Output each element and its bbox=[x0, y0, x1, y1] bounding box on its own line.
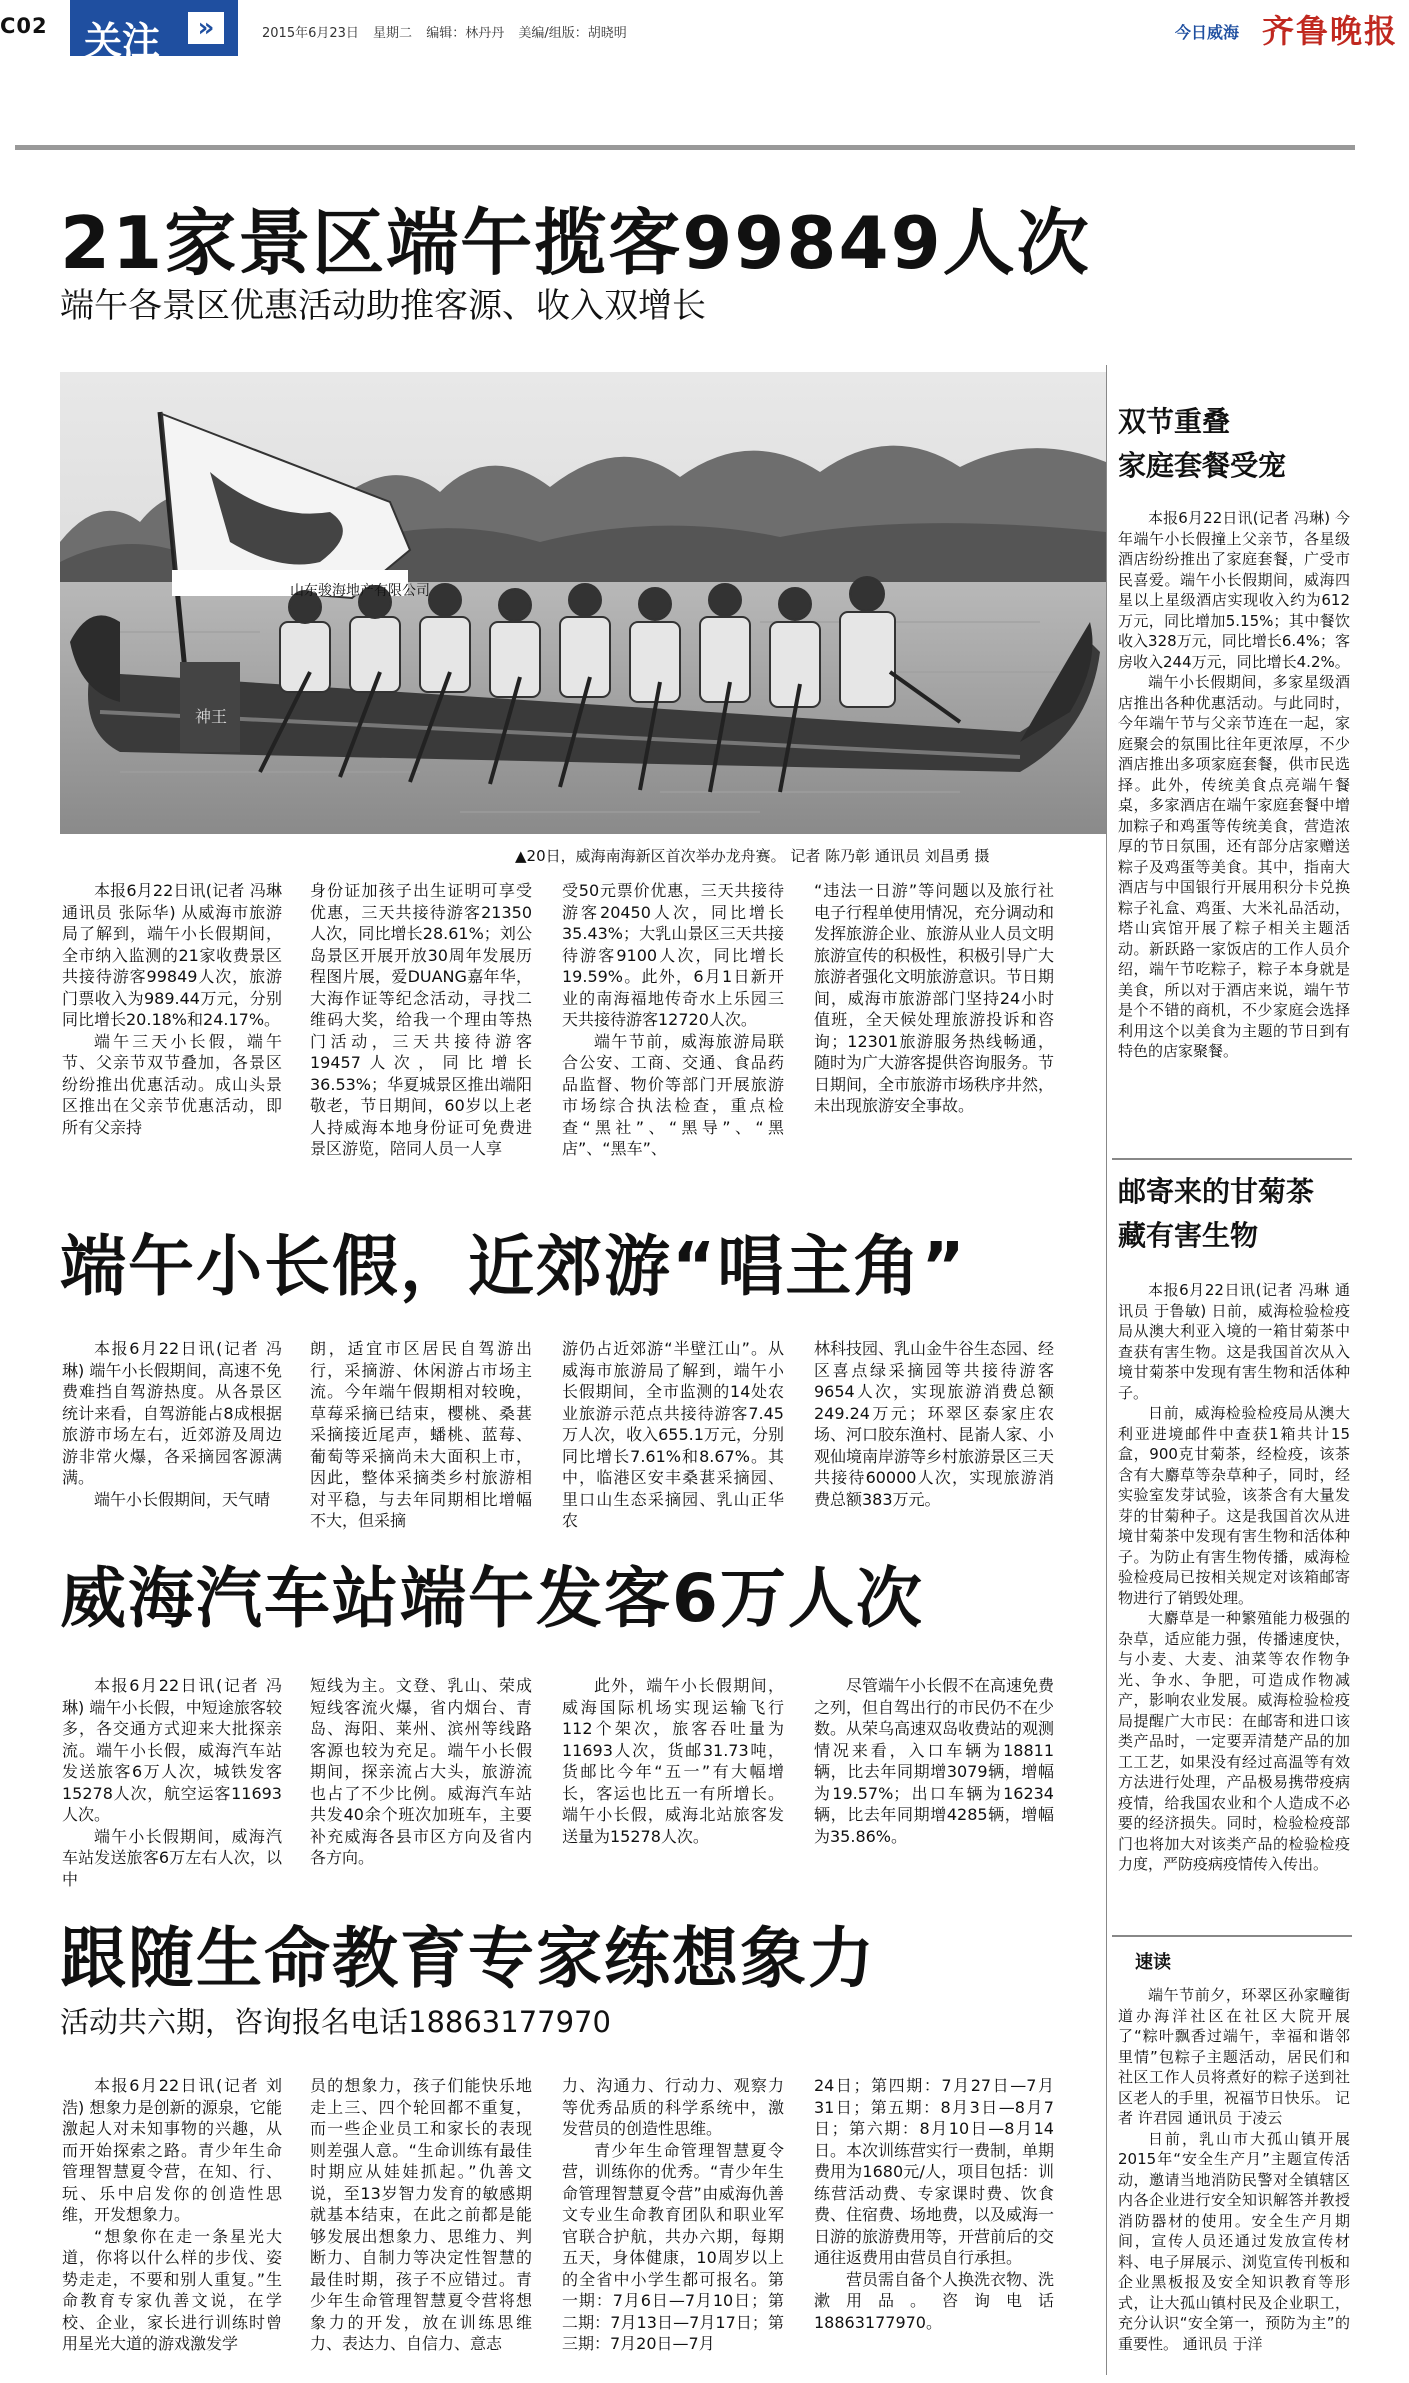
side1-headline-line2: 家庭套餐受宠 bbox=[1118, 449, 1287, 482]
story4-headline: 跟随生命教育专家练想象力 bbox=[60, 1920, 876, 1997]
story1-col2-p1: 身份证加孩子出生证明可享受优惠，三天共接待游客21350人次，同比增长28.61%；刘公岛景区开展开放30周年发展历程图片展，爱DUANG嘉年华，大海作证等纪念活动，寻找二维码大奖，给我一个理由等热门活动，三天共接待游客19457人次，同比增长36.53%；华夏城景区推出端阳敬老，节日期间，60岁以上老人持威海本地身份证可免费进景区游览，陪同人员一人享 bbox=[310, 881, 532, 1158]
story4-col1-p2: “想象你在走一条星光大道，你将以什么样的步伐、姿势走走，不要和别人重复。”生命教育专家仇善文说，在学校、企业，家长进行训练时曾用星光大道的游戏激发学 bbox=[62, 2226, 282, 2353]
side2-body bbox=[1118, 1280, 1350, 1900]
side-separator-2 bbox=[1112, 1935, 1352, 1937]
story3-col4 bbox=[814, 1675, 1054, 1865]
story2-col3-p1: 游仍占近郊游“半壁江山”。从威海市旅游局了解到，端午小长假期间，全市监测的14处农业旅游示范点共接待游客7.45万人次，收入655.1万元，分别同比增长7.61%和8.67%。其中，临港区安丰桑葚采摘园、里口山生态采摘园、乳山正华农 bbox=[562, 1339, 784, 1530]
story4-col4-p1: 24日；第四期：7月27日—7月31日；第五期：8月3日—8月7日；第六期：8月10日—8月14日。本次训练营实行一费制，单期费用为1680元/人，项目包括：训练营活动费、专家课时费、饮食费、住宿费、场地费，以及威海一日游的旅游费用等，开营前后的交通往返费用由营员自行承担。 bbox=[814, 2076, 1055, 2267]
header-weekday: 星期二 bbox=[373, 26, 413, 41]
side2-headline-line1: 邮寄来的甘菊茶 bbox=[1118, 1175, 1315, 1208]
story1-col4 bbox=[814, 880, 1054, 1120]
header-editor: 编辑：林丹丹 bbox=[426, 26, 505, 41]
story1-col1-p2: 端午三天小长假，端午节、父亲节双节叠加，各景区纷纷推出优惠活动。成山头景区推出在父亲节优惠活动，即所有父亲持 bbox=[62, 1031, 282, 1137]
boat-hull-text: 神王 bbox=[195, 707, 228, 726]
side1-p1: 本报6月22日讯(记者 冯琳) 今年端午小长假撞上父亲节，各星级酒店纷纷推出了家庭套餐，广受市民喜爱。端午小长假期间，威海四星以上星级酒店实现收入约为612万元，同比增加5.15%；其中餐饮收入328万元，同比增长6.4%；客房收入244万元，同比增长4.2%。 bbox=[1118, 509, 1350, 671]
page-number: C02 bbox=[0, 14, 48, 38]
sidebar-divider bbox=[1106, 365, 1107, 2375]
side2-p1: 本报6月22日讯(记者 冯琳 通讯员 于鲁敏) 日前，威海检验检疫局从澳大利亚入境的一箱甘菊茶中查获有害生物。这是我国首次从入境甘菊茶中发现有害生物和活体种子。 bbox=[1118, 1281, 1350, 1402]
story2-col2-p1: 朗，适宜市区居民自驾游出行，采摘游、休闲游占市场主流。今年端午假期相对较晚，草莓采摘已结束，樱桃、桑葚采摘接近尾声，蟠桃、蓝莓、葡萄等采摘尚未大面积上市，因此，整体采摘类乡村旅游相对平稳，与去年同期相比增幅不大，但采摘 bbox=[310, 1339, 532, 1530]
story2-headline: 端午小长假，近郊游“唱主角” bbox=[60, 1228, 967, 1305]
side1-body bbox=[1118, 508, 1350, 1148]
chevron-right-icon: » bbox=[188, 12, 224, 44]
story4-col4-p2: 营员需自备个人换洗衣物、洗漱用品。咨询电话18863177970。 bbox=[814, 2269, 1055, 2332]
story4-col2 bbox=[310, 2075, 532, 2375]
story3-col2 bbox=[310, 1675, 532, 1865]
story1-col1-p1: 本报6月22日讯(记者 冯琳 通讯员 张际华) 从威海市旅游局了解到，端午小长假期间，全市纳入监测的21家收费景区共接待游客99849人次，旅游门票收入为989.44万元，分别同比增长20.18%和24.17%。 bbox=[62, 881, 282, 1029]
edition-name: 今日威海 bbox=[1175, 23, 1240, 42]
story1-col3-p1: 受50元票价优惠，三天共接待游客20450人次，同比增长35.43%；大乳山景区三天共接待游客9100人次，同比增长19.59%。此外，6月1日新开业的南海福地传奇水上乐园三天共接待游客12720人次。 bbox=[562, 881, 784, 1029]
story1-col3-p2: 端午节前，威海旅游局联合公安、工商、交通、食品药品监督、物价等部门开展旅游市场综合执法检查，重点检查“黑社”、“黑导”、“黑店”、“黑车”、 bbox=[562, 1031, 784, 1158]
story2-col1-p1: 本报6月22日讯(记者 冯琳) 端午小长假期间，高速不免费难挡自驾游热度。从各景区统计来看，自驾游能占8成根据旅游市场左右，近郊游及周边游非常火爆，各采摘园客源满满。 bbox=[62, 1339, 282, 1487]
story4-col3-p2: 青少年生命管理智慧夏令营，训练你的优秀。“青少年生命管理智慧夏令营”由威海仇善文专业生命教育团队和职业军官联合护航，共办六期，每期五天，身体健康，10周岁以上的全省中小学生都可报名。第一期：7月6日—7月10日；第二期：7月13日—7月17日；第三期：7月20日—7月 bbox=[562, 2140, 784, 2353]
header-date: 2015年6月23日 bbox=[262, 26, 359, 41]
header-meta bbox=[262, 22, 627, 41]
header-rule bbox=[15, 145, 1355, 150]
newspaper-logo: 齐鲁晚报 bbox=[1262, 12, 1399, 50]
story1-col2 bbox=[310, 880, 532, 1158]
story3-col1-p2: 端午小长假期间，威海汽车站发送旅客6万左右人次，以中 bbox=[62, 1826, 282, 1889]
quick-read-label: 速读 bbox=[1135, 1952, 1171, 1973]
story3-headline: 威海汽车站端午发客6万人次 bbox=[60, 1560, 924, 1637]
story3-col4-p1: 尽管端午小长假不在高速免费之列，但自驾出行的市民仍不在少数。从荣乌高速双岛收费站的观测情况来看，入口车辆为18811辆，比去年同期增3079辆，增幅为19.57%；出口车辆为16234辆，比去年同期增4285辆，增幅为35.86%。 bbox=[814, 1676, 1055, 1846]
quick-p1: 端午节前夕，环翠区孙家疃街道办海洋社区在社区大院开展了“粽叶飘香过端午，幸福和谐邻里情”包粽子主题活动，居民们和社区工作人员将煮好的粽子送到社区老人的手里，祝福节日快乐。 记者 许君园 通讯员 于凌云 bbox=[1118, 1986, 1350, 2127]
side1-headline bbox=[1118, 400, 1368, 488]
story2-col2 bbox=[310, 1338, 532, 1530]
story3-col3 bbox=[562, 1675, 784, 1865]
story4-col3-p1: 力、沟通力、行动力、观察力等优秀品质的科学系统中，激发营员的创造性思维。 bbox=[562, 2076, 784, 2138]
story1-col3 bbox=[562, 880, 784, 1158]
story1-headline: 21家景区端午揽客99849人次 bbox=[60, 201, 1091, 285]
side-separator-1 bbox=[1112, 1158, 1352, 1160]
story3-col1 bbox=[62, 1675, 282, 1889]
story4-col3 bbox=[562, 2075, 784, 2375]
quick-p2: 日前，乳山市大孤山镇开展2015年“安全生产月”主题宣传活动，邀请当地消防民警对全镇辖区内各企业进行安全知识解答并教授消防器材的使用。安全生产月期间，宣传人员还通过发放宣传材料、电子屏展示、浏览宣传刊板和企业黑板报及安全知识教育等形式，让大孤山镇村民及企业职工，充分认识“安全第一，预防为主”的重要性。 通讯员 于洋 bbox=[1118, 2129, 1350, 2353]
story2-col3 bbox=[562, 1338, 784, 1530]
story4-col1-p1: 本报6月22日讯(记者 刘浩) 想象力是创新的源泉，它能激起人对未知事物的兴趣，从而开始探索之路。青少年生命管理智慧夏令营，在知、行、玩、乐中启发你的创造性思维，开发想象力。 bbox=[62, 2076, 282, 2224]
story2-col4-p1: 林科技园、乳山金牛谷生态园、经区喜点绿采摘园等共接待游客9654人次，实现旅游消费总额249.24万元；环翠区泰家庄农场、河口胶东渔村、昆嵛人家、小观仙境南岸游等乡村旅游景区三天共接待60000人次，实现旅游消费总额383万元。 bbox=[814, 1339, 1055, 1509]
story4-col2-p1: 员的想象力，孩子们能快乐地走上三、四个轮回都不重复，而一些企业员工和家长的表现则差强人意。“生命训练有最佳时期应从娃娃抓起。”仇善文说，至13岁智力发育的敏感期就基本结束，在此之前都是能够发展出想象力、思维力、判断力、自制力等决定性智慧的最佳时期，孩子不应错过。青少年生命管理智慧夏令营将想象力的开发，放在训练思维力、表达力、自信力、意志 bbox=[310, 2076, 532, 2353]
side1-p2: 端午小长假期间，多家星级酒店推出各种优惠活动。与此同时，今年端午节与父亲节连在一起，家庭聚会的氛围比往年更浓厚，不少酒店推出多项家庭套餐，供市民选择。此外，传统美食点亮端午餐桌，多家酒店在端午家庭套餐中增加粽子和鸡蛋等传统美食，营造浓厚的节日氛围，还有部分店家赠送粽子及鸡蛋等美食。其中，指南大酒店与中国银行开展用积分卡兑换粽子礼盒、鸡蛋、大米礼品活动，塔山宾馆开展了粽子相关主题活动。新跃路一家饭店的工作人员介绍，端午节吃粽子，粽子本身就是美食，所以对于酒店来说，端午节是个不错的商机，不少家庭会选择利用这个以美食为主题的节日到有特色的店家聚餐。 bbox=[1118, 673, 1350, 1060]
story1-col1 bbox=[62, 880, 282, 1137]
flag-banner-text: 山东骏海地产有限公司 bbox=[290, 583, 430, 599]
story3-col3-p1: 此外，端午小长假期间，威海国际机场实现运输飞行112个架次，旅客吞吐量为11693人次，货邮31.73吨，货邮比今年“五一”有大幅增长，客运也比五一有所增长。端午小长假，威海北站旅客发送量为15278人次。 bbox=[562, 1676, 784, 1846]
photo-caption: ▲20日，威海南海新区首次举办龙舟赛。 记者 陈乃彰 通讯员 刘昌勇 摄 bbox=[515, 847, 990, 865]
dragon-boat-photo bbox=[60, 372, 1106, 834]
side2-headline-line2: 藏有害生物 bbox=[1118, 1219, 1259, 1252]
side2-p3: 大麝草是一种繁殖能力极强的杂草，适应能力强，传播速度快，与小麦、大麦、油菜等农作物争光、争水、争肥，可造成作物减产，影响农业发展。威海检验检疫局提醒广大市民：在邮寄和进口该类产品时，一定要弄清楚产品的加工工艺，如果没有经过高温等有效方法进行处理，产品极易携带疫病疫情，给我国农业和个人造成不必要的经济损失。同时，检验检疫部门也将加大对该类产品的检验检疫力度，严防疫病疫情传入传出。 bbox=[1118, 1609, 1350, 1873]
header-designer: 美编/组版：胡晓明 bbox=[518, 26, 627, 41]
quick-read-body bbox=[1118, 1985, 1350, 2375]
story1-col4-p1: “违法一日游”等问题以及旅行社电子行程单使用情况，充分调动和发挥旅游企业、旅游从业人员文明旅游宣传的积极性，积极引导广大旅游者强化文明旅游意识。节日期间，威海市旅游部门坚持24小时值班，全天候处理旅游投诉和咨询；12301旅游服务热线畅通，随时为广大游客提供咨询服务。节日期间，全市旅游市场秩序井然，未出现旅游安全事故。 bbox=[814, 881, 1055, 1115]
story1-subhead: 端午各景区优惠活动助推客源、收入双增长 bbox=[60, 286, 706, 326]
story4-col1 bbox=[62, 2075, 282, 2375]
section-title: 关注 bbox=[84, 19, 161, 63]
story2-col4 bbox=[814, 1338, 1055, 1509]
side2-headline bbox=[1118, 1170, 1368, 1258]
story3-col1-p1: 本报6月22日讯(记者 冯琳) 端午小长假，中短途旅客较多，各交通方式迎来大批探亲流。端午小长假，威海汽车站发送旅客6万人次，城铁发客15278人次，航空运客11693人次。 bbox=[62, 1676, 282, 1824]
side1-headline-line1: 双节重叠 bbox=[1118, 405, 1231, 438]
story2-col1-p2: 端午小长假期间，天气晴 bbox=[94, 1489, 271, 1509]
story2-col1 bbox=[62, 1338, 282, 1509]
page-header bbox=[0, 0, 1409, 63]
story3-col2-p1: 短线为主。文登、乳山、荣成短线客流火爆，省内烟台、青岛、海阳、莱州、滨州等线路客源也较为充足。端午小长假期间，探亲流占大头，旅游流也占了不少比例。威海汽车站共发40余个班次加班车，主要补充威海各县市区方向及省内各方向。 bbox=[310, 1676, 532, 1867]
side2-p2: 日前，威海检验检疫局从澳大利亚进境邮件中查获1箱共计15盒，900克甘菊茶，经检疫，该茶含有大麝草等杂草种子，同时，经实验室发芽试验，该茶含有大量发芽的甘菊种子。这是我国首次从进境甘菊茶中发现有害生物和活体种子。为防止有害生物传播，威海检验检疫局已按相关规定对该箱邮寄物进行了销毁处理。 bbox=[1118, 1404, 1350, 1607]
story4-col4 bbox=[814, 2075, 1054, 2375]
dragon-boat-image bbox=[60, 372, 1106, 834]
story4-subhead: 活动共六期，咨询报名电话18863177970 bbox=[60, 2005, 611, 2039]
